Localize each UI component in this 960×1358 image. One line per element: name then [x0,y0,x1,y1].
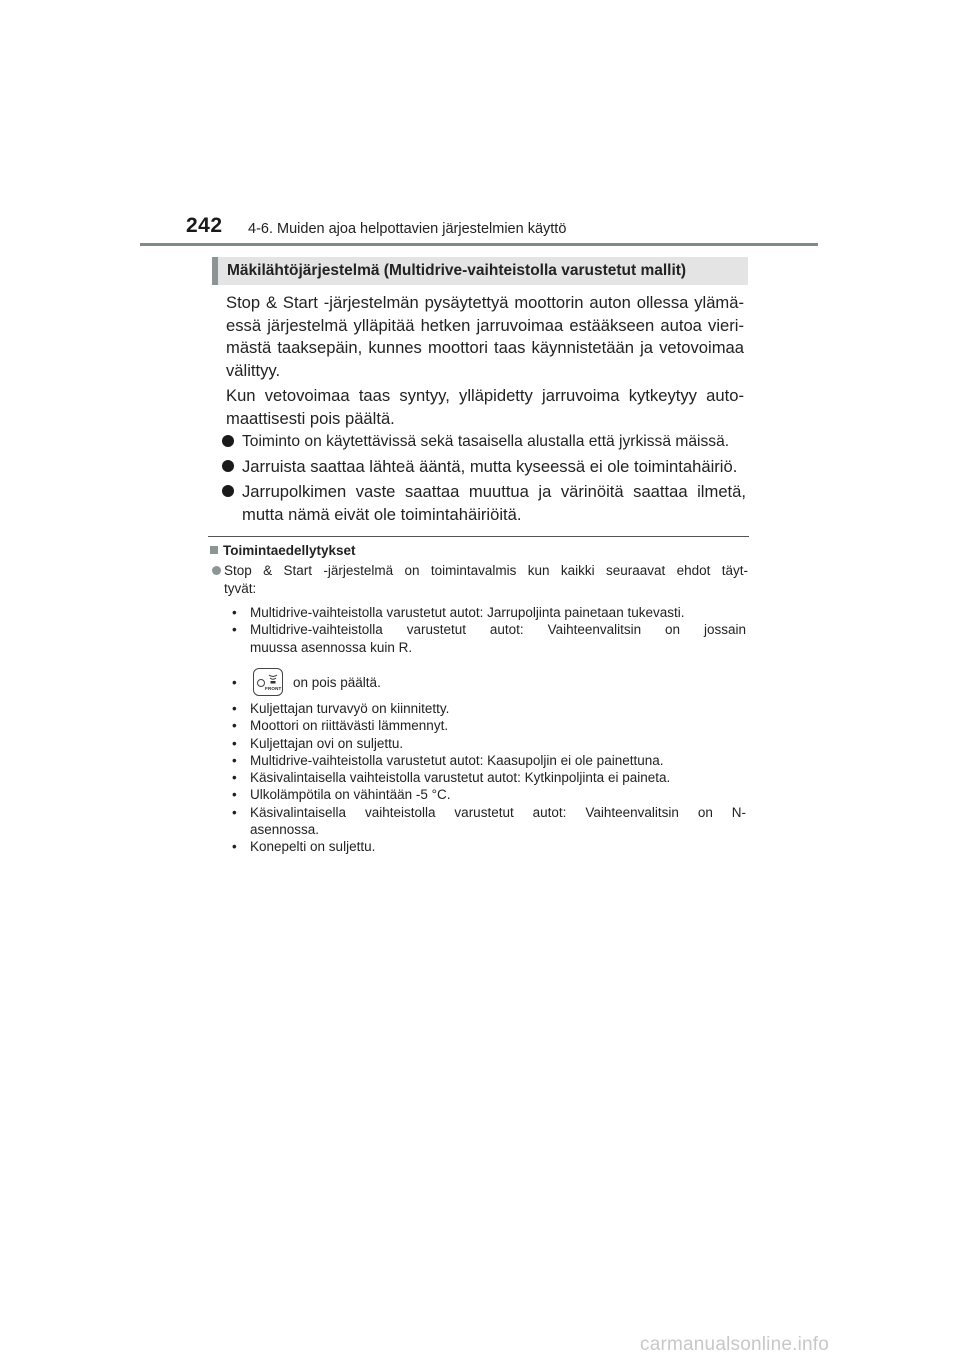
text-line: • Multidrive-vaihteistolla varustetut autot: Vaihteenvalitsin on jossain [250,622,746,638]
text-line: tyvät: [224,581,257,596]
text-line: • Kuljettajan ovi on suljettu. [250,735,404,751]
text-line: Jarruista saattaa lähteä ääntä, mutta kyseessä ei ole toimintahäiriö. [242,457,738,476]
list-item [230,769,746,786]
front-label: FRONT [265,686,282,691]
bullet-glyph: • [232,674,237,690]
text-line: • Käsivalintaisella vaihteistolla varustetut autot: Vaihteenvalitsin on N- [250,804,746,820]
bullet-item [222,431,746,454]
watermark: carmanualsonline.info [640,1334,830,1355]
bullet-dot-icon [212,566,221,575]
bullet-dot-icon [222,460,234,472]
text-line: muussa asennossa kuin R. [250,639,413,655]
text-line: • Kuljettajan turvavyö on kiinnitetty. [250,701,450,716]
front-sensor-off-button-icon [253,668,283,696]
conditions-intro [212,562,748,598]
text-line: • Moottori on riittävästi lämmennyt. [250,718,449,734]
text-line: maattisesti pois päältä. [226,408,395,428]
list-item [230,838,746,855]
conditions-heading [210,543,356,558]
list-item [230,786,746,803]
list-item [230,700,746,717]
list-item [230,752,746,769]
text-line: Toiminto on käytettävissä sekä tasaisella alustalla että jyrkissä mäissä. [242,433,730,450]
section-heading-bar [212,257,218,285]
conditions-heading-text: Toimintaedellytykset [223,543,356,558]
list-item [230,621,746,656]
body-paragraph-2 [226,385,744,430]
text-line: asennossa. [250,822,320,838]
text-line: • Multidrive-vaihteistolla varustetut autot: Kaasupoljin ei ole painettuna. [250,752,664,768]
conditions-list-top [230,604,746,656]
indicator-ring-icon [257,679,265,687]
text-line: välittyy. [226,360,281,380]
divider [208,536,749,537]
text-line: Stop & Start -järjestelmä on toimintavalmis kun kaikki seuraavat ehdot täyt- [224,563,748,578]
text-line: mutta nämä eivät ole toimintahäiriöitä. [242,504,522,524]
icon-row-text: on pois päältä. [293,674,381,690]
text-line: Kun vetovoimaa taas syntyy, ylläpidetty jarruvoima kytkeytyy auto- [226,386,744,405]
text-line: Stop & Start -järjestelmän pysäytettyä moottorin auton ollessa ylämä- [226,293,744,312]
body-paragraph-1 [226,292,744,382]
bullet-dot-icon [222,485,234,497]
text-line: • Konepelti on suljettu. [250,839,376,855]
list-item [230,735,746,752]
bullet-dot-icon [222,435,234,447]
list-item [230,717,746,734]
text-line: mästä taaksepäin, kunnes moottori taas käynnistetään ja vetovoimaa [226,338,744,358]
chapter-title: 4-6. Muiden ajoa helpottavien järjestelmien käyttö [248,221,567,237]
text-line: • Käsivalintaisella vaihteistolla varustetut autot: Kytkinpoljinta ei paineta. [250,770,671,786]
list-item-icon-row [230,666,381,698]
heading-square-icon [210,546,218,554]
section-heading [212,257,748,285]
conditions-list-bottom [230,700,746,856]
header-rule [140,243,818,246]
text-line: Jarrupolkimen vaste saattaa muuttua ja värinöitä saattaa ilmetä, [242,482,746,501]
page-number: 242 [186,214,223,237]
text-line: essä järjestelmä ylläpitää hetken jarruvoimaa estääkseen autoa vieri- [226,315,744,335]
list-item [230,604,746,621]
bullet-item [222,456,746,479]
section-heading-text: Mäkilähtöjärjestelmä (Multidrive-vaihteistolla varustetut mallit) [227,262,687,279]
bullet-item [222,481,746,526]
text-line: • Multidrive-vaihteistolla varustetut autot: Jarrupoljinta painetaan tukevasti. [250,605,685,620]
sensor-symbol-icon [267,673,279,685]
text-line: • Ulkolämpötila on vähintään -5 °C. [250,787,451,803]
list-item [230,804,746,839]
